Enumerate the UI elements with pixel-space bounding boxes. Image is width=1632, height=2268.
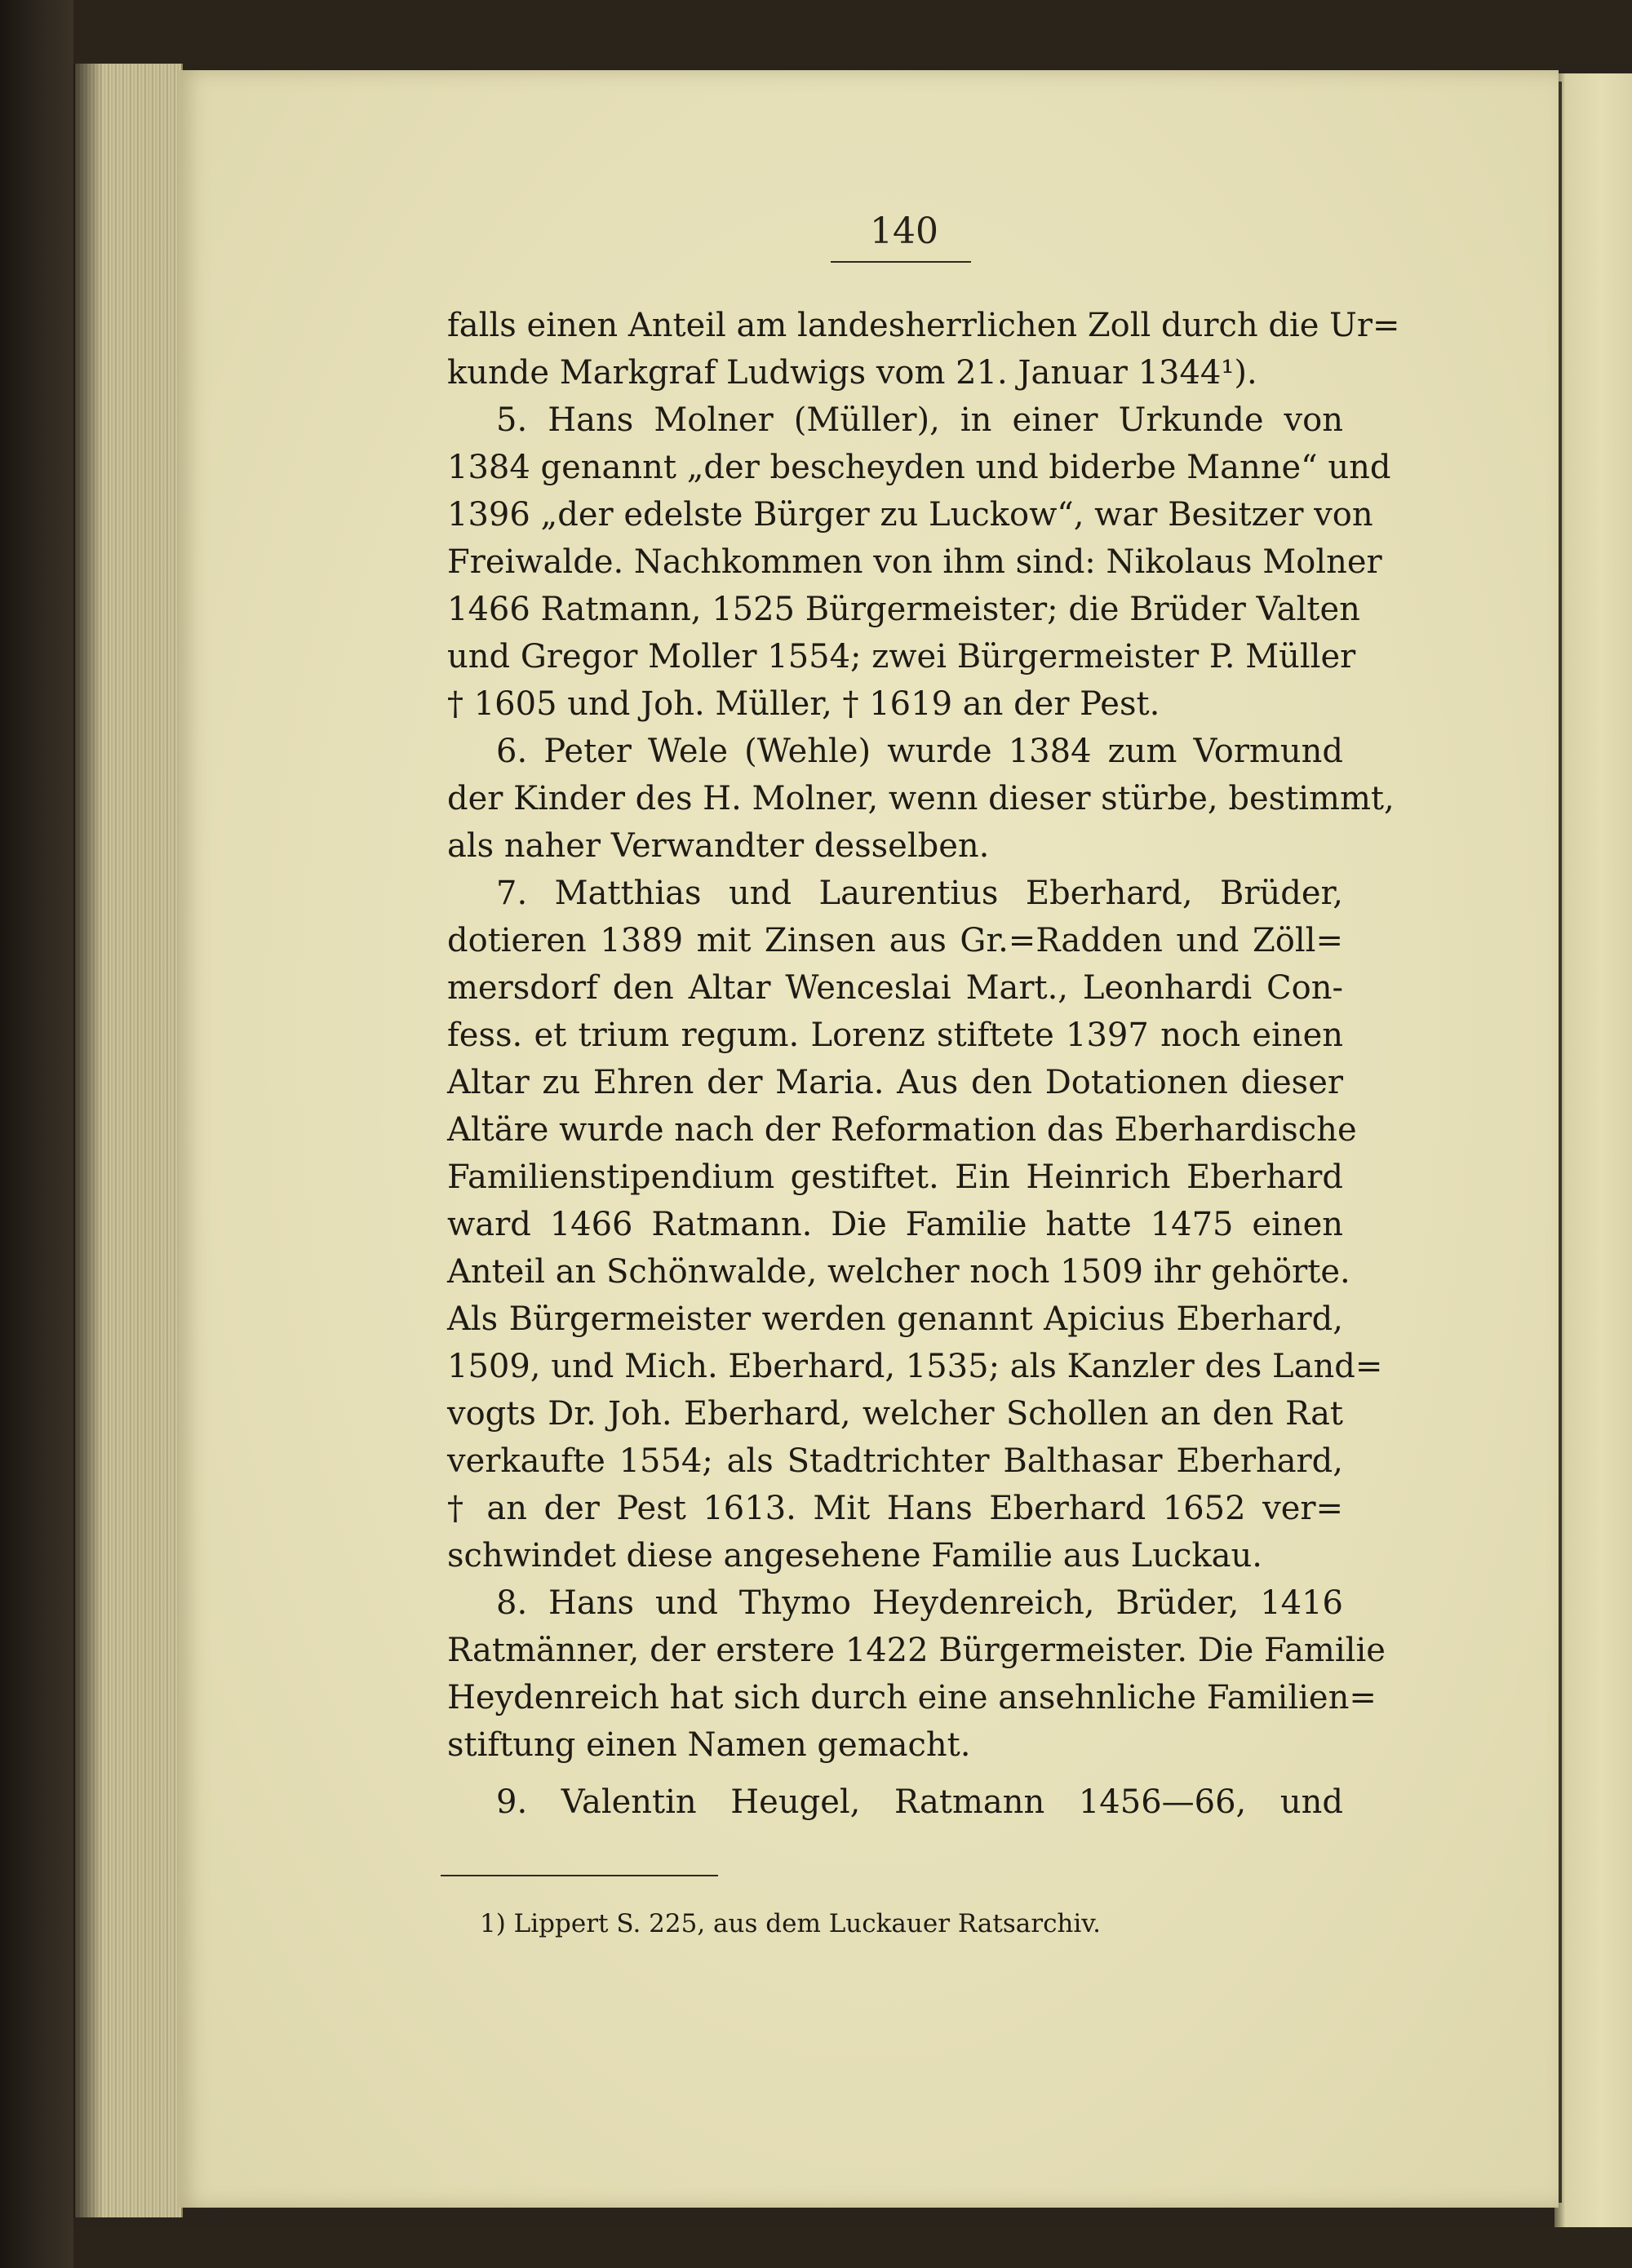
text-line: 5. Hans Molner (Müller), in einer Urkunde von: [496, 401, 1343, 439]
text-line: vogts Dr. Joh. Eberhard, welcher Schollen an den Rat: [447, 1395, 1343, 1433]
text-line: mersdorf den Altar Wenceslai Mart., Leonhardi Con-: [447, 969, 1343, 1007]
book-binding: [0, 0, 73, 2268]
text-line: ward 1466 Ratmann. Die Familie hatte 1475 einen: [447, 1206, 1343, 1243]
text-line: der Kinder des H. Molner, wenn dieser stürbe, bestimmt,: [447, 780, 1395, 817]
text-line: Freiwalde. Nachkommen von ihm sind: Nikolaus Molner: [447, 543, 1382, 581]
page-gutter: [1559, 82, 1562, 2203]
text-line: 1384 genannt „der bescheyden und biderbe Manne“ und: [447, 449, 1391, 486]
page-edges-shadow: [73, 64, 103, 2217]
text-line: stiftung einen Namen gemacht.: [447, 1726, 971, 1764]
text-line: 1509, und Mich. Eberhard, 1535; als Kanzler des Land=: [447, 1348, 1383, 1385]
text-line: † an der Pest 1613. Mit Hans Eberhard 1652 ver=: [447, 1490, 1343, 1527]
text-line: verkaufte 1554; als Stadtrichter Balthasar Eberhard,: [447, 1442, 1343, 1480]
text-line: dotieren 1389 mit Zinsen aus Gr.=Radden und Zöll=: [447, 922, 1343, 959]
footnote-rule: [441, 1875, 718, 1876]
text-line: falls einen Anteil am landesherrlichen Zoll durch die Ur=: [447, 307, 1400, 344]
text-line: 1396 „der edelste Bürger zu Luckow“, war Besitzer von: [447, 496, 1373, 534]
text-line: Heydenreich hat sich durch eine ansehnliche Familien=: [447, 1679, 1377, 1717]
text-line: Altar zu Ehren der Maria. Aus den Dotationen dieser: [447, 1064, 1343, 1101]
text-line: kunde Markgraf Ludwigs vom 21. Januar 1344¹).: [447, 354, 1257, 392]
text-line: und Gregor Moller 1554; zwei Bürgermeister P. Müller: [447, 638, 1356, 676]
text-line: 1466 Ratmann, 1525 Bürgermeister; die Brüder Valten: [447, 591, 1360, 628]
scan-background-bottom: [0, 2227, 1632, 2268]
facing-page: [1554, 73, 1632, 2227]
text-line: schwindet diese angesehene Familie aus Luckau.: [447, 1537, 1262, 1575]
text-line: als naher Verwandter desselben.: [447, 827, 990, 865]
scan-background-top: [0, 0, 1632, 65]
text-line: Als Bürgermeister werden genannt Apicius Eberhard,: [447, 1300, 1343, 1338]
header-rule: [831, 261, 971, 263]
text-line: Ratmänner, der erstere 1422 Bürgermeister. Die Familie: [447, 1632, 1386, 1669]
footnote: 1) Lippert S. 225, aus dem Luckauer Ratsarchiv.: [480, 1909, 1101, 1938]
text-line: 9. Valentin Heugel, Ratmann 1456—66, und: [496, 1783, 1343, 1821]
text-line: † 1605 und Joh. Müller, † 1619 an der Pest.: [447, 685, 1160, 723]
text-line: Altäre wurde nach der Reformation das Eberhardische: [447, 1111, 1357, 1149]
page-number: 140: [870, 210, 938, 252]
text-line: Familienstipendium gestiftet. Ein Heinrich Eberhard: [447, 1158, 1343, 1196]
text-line: 7. Matthias und Laurentius Eberhard, Brüder,: [496, 875, 1343, 912]
text-line: fess. et trium regum. Lorenz stiftete 1397 noch einen: [447, 1017, 1343, 1054]
text-line: 8. Hans und Thymo Heydenreich, Brüder, 1416: [496, 1584, 1343, 1622]
text-line: 6. Peter Wele (Wehle) wurde 1384 zum Vormund: [496, 733, 1343, 770]
text-line: Anteil an Schönwalde, welcher noch 1509 ihr gehörte.: [447, 1253, 1350, 1291]
